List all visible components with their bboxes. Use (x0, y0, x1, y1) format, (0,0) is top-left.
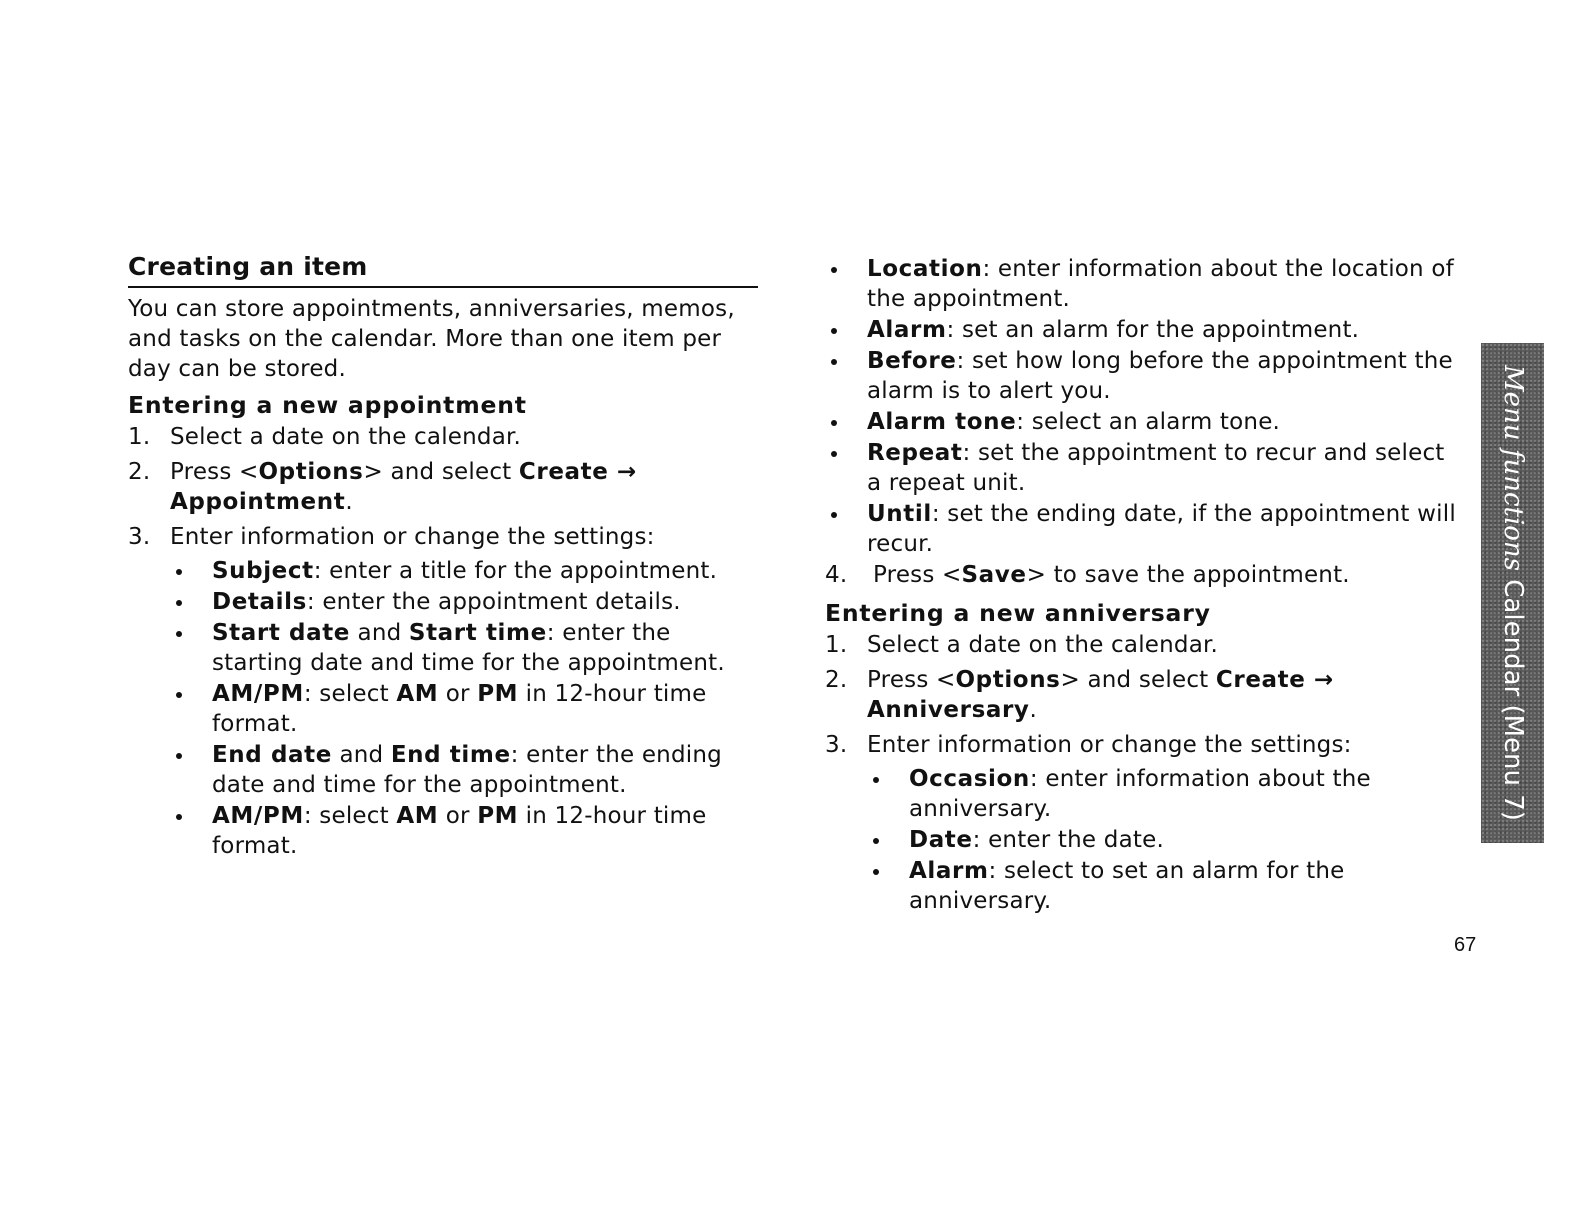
section-title: Creating an item (128, 252, 758, 288)
bullet-anniv-alarm: Alarm: select to set an alarm for the anniversary. (867, 856, 1465, 916)
anniv-step-1: 1. Select a date on the calendar. (825, 632, 1219, 658)
bullet-ampm-2: AM/PM: select AM or PM in 12-hour time format. (170, 801, 768, 861)
intro-paragraph: You can store appointments, anniversaries, memos, and tasks on the calendar. More than one item per day can be stored. (128, 296, 735, 382)
appointment-steps (128, 422, 768, 861)
left-column (128, 252, 768, 866)
page-number: 67 (1454, 934, 1477, 956)
step-2: 2. Press <Options> and select Create → Appointment. (128, 459, 637, 515)
step-4: 4. Press <Save> to save the appointment. (825, 562, 1350, 588)
appointment-subheading: Entering a new appointment (128, 391, 527, 419)
bullet-before: Before: set how long before the appointment the alarm is to alert you. (825, 346, 1465, 406)
chapter-side-tab (1481, 343, 1544, 843)
right-column (825, 250, 1465, 921)
anniv-step-2: 2. Press <Options> and select Create → Anniversary. (825, 667, 1334, 723)
bullet-end: End date and End time: enter the ending date and time for the appointment. (170, 740, 768, 800)
anniversary-subheading: Entering a new anniversary (825, 599, 1211, 627)
bullet-ampm: AM/PM: select AM or PM in 12-hour time format. (170, 679, 768, 739)
bullet-date: Date: enter the date. (867, 825, 1465, 855)
bullet-subject: Subject: enter a title for the appointment. (170, 556, 768, 586)
anniversary-settings-list (867, 764, 1465, 916)
step-1: 1. Select a date on the calendar. (128, 424, 522, 450)
step-3: 3. Enter information or change the settings: Subject: enter a title for the appointment. Details: enter the appointment details. Start date and Start time: enter the starting date and time for the appointment. AM/PM: select AM or PM in 12-hour time format. End date and End time: enter the ending date and time for the appointment. AM/PM: select AM or PM in 12-hour time format. (128, 522, 768, 861)
bullet-start: Start date and Start time: enter the starting date and time for the appointment. (170, 618, 768, 678)
bullet-alarm: Alarm: set an alarm for the appointment. (825, 315, 1465, 345)
side-tab-label: Menu functions Calendar (Menu 7) (1497, 365, 1528, 821)
anniversary-steps (825, 630, 1465, 916)
bullet-until: Until: set the ending date, if the appointment will recur. (825, 499, 1465, 559)
bullet-repeat: Repeat: set the appointment to recur and select a repeat unit. (825, 438, 1465, 498)
appointment-settings-list-continued (825, 254, 1465, 559)
appointment-settings-list (170, 556, 768, 861)
bullet-location: Location: enter information about the location of the appointment. (825, 254, 1465, 314)
bullet-details: Details: enter the appointment details. (170, 587, 768, 617)
anniv-step-3: 3. Enter information or change the settings: Occasion: enter information about the anniversary. Date: enter the date. Alarm: select to set an alarm for the anniversary. (825, 730, 1465, 916)
bullet-alarm-tone: Alarm tone: select an alarm tone. (825, 407, 1465, 437)
bullet-occasion: Occasion: enter information about the anniversary. (867, 764, 1465, 824)
